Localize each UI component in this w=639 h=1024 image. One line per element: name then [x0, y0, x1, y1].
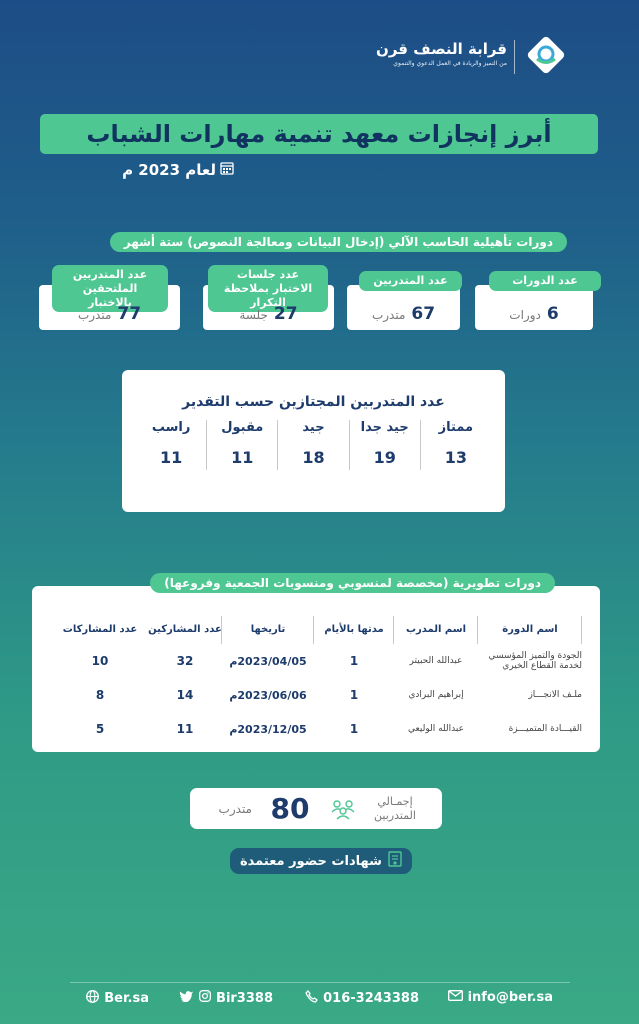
stat-label: عدد الدورات [489, 271, 601, 291]
grade-count: 19 [373, 448, 396, 467]
stat-label: عدد المتدربين [359, 271, 462, 291]
total-label: إجمـالي المتدربين [374, 795, 416, 822]
footer-social[interactable] [179, 990, 273, 1006]
course-days: 1 [349, 654, 359, 668]
course-days: 1 [349, 688, 359, 702]
globe-icon [86, 990, 99, 1007]
trainer-name: عبدالله الوليعي [408, 724, 464, 734]
dev-courses-title: دورات تطويرية (مخصصة لمنسوبي ومنسوبات الجمعية وفروعها) [150, 573, 555, 593]
twitter-icon [179, 990, 194, 1006]
stat-label: عدد المتدربين الملتحقين بالاختبار [52, 265, 168, 312]
stat-value-row [475, 304, 593, 324]
grade-column [207, 420, 278, 470]
email-text: info@ber.sa [467, 990, 553, 1005]
stat-unit: متدرب [77, 308, 112, 322]
footer-website[interactable] [86, 990, 149, 1007]
ber-logo-icon [523, 32, 569, 78]
grade-column [136, 420, 207, 470]
stat-label: عدد جلسات الاختبار بملاحظة التكرار [208, 265, 328, 312]
org-branding [376, 40, 507, 67]
stat-unit: دورات [509, 308, 541, 322]
certificates-badge [230, 848, 412, 874]
year-label: لعام 2023 م [122, 161, 216, 179]
stat-unit: جلسة [239, 308, 268, 322]
stat-card-test-trainees [39, 268, 180, 330]
attendees-count: 10 [91, 654, 109, 668]
attendees-count: 8 [95, 688, 105, 702]
course-days: 1 [349, 722, 359, 736]
col-header: عدد المشاركات [62, 624, 138, 636]
grade-name: جيد جدا [360, 420, 409, 435]
table-row [52, 712, 582, 746]
total-trainees-card [190, 788, 442, 829]
total-value: 80 [270, 792, 310, 825]
course-date: 2023/04/05م [229, 654, 307, 668]
grades-columns [136, 420, 491, 470]
grade-count: 13 [444, 448, 468, 467]
stat-value-row [347, 304, 460, 324]
course-date: 2023/12/05م [229, 722, 307, 736]
col-header: اسم المدرب [405, 624, 467, 636]
grade-name: جيد [302, 420, 325, 435]
stat-card-courses [475, 274, 593, 330]
table-row [52, 678, 582, 712]
course-date: 2023/06/06م [229, 688, 307, 702]
website-text: Ber.sa [104, 991, 149, 1006]
stat-value-row [203, 304, 334, 324]
grades-panel [122, 370, 505, 512]
grade-column [278, 420, 349, 470]
col-header: مدتها بالأيام [324, 624, 384, 636]
dev-courses-panel [32, 586, 600, 752]
course-name: الجودة والتميز المؤسسي لخدمة القطاع الخيري [488, 651, 582, 671]
stat-card-trainees [347, 274, 460, 330]
col-header: تاريخها [250, 624, 286, 636]
participants-count: 32 [176, 654, 194, 668]
col-header: اسم الدورة [502, 624, 558, 636]
courses-table [52, 616, 582, 746]
col-header: عدد المشاركين [148, 624, 222, 636]
participants-count: 11 [176, 722, 194, 736]
trainer-name: عبدالله الحبيتر [409, 656, 463, 666]
org-tagline: من التميز والريادة في العمل الدعوي والتنموي [393, 60, 507, 67]
certificate-icon [388, 851, 402, 871]
grade-column [350, 420, 421, 470]
grade-name: مقبول [221, 420, 264, 435]
footer-phone[interactable] [305, 990, 419, 1007]
grades-title: عدد المتدربين المجتازين حسب التقدير [182, 394, 445, 410]
certificates-label: شهادات حضور معتمدة [240, 853, 382, 869]
stat-card-sessions [203, 268, 334, 330]
footer-email[interactable] [448, 990, 553, 1005]
total-unit: متدرب [218, 801, 252, 816]
org-name: قرابة النصف قرن [376, 40, 507, 58]
instagram-icon [199, 990, 211, 1006]
calendar-icon [220, 161, 234, 179]
social-handle: Bir3388 [216, 990, 273, 1006]
stat-number: 77 [117, 304, 142, 324]
footer-divider [70, 982, 570, 983]
grade-name: ممتاز [438, 420, 474, 435]
trainer-name: إبراهيم البرادي [408, 690, 464, 700]
course-name: القيـــادة المتميـــزة [508, 724, 582, 734]
participants-count: 14 [176, 688, 194, 702]
table-header [52, 616, 582, 644]
grade-column [421, 420, 491, 470]
year-label-row [122, 161, 234, 179]
grade-count: 18 [302, 448, 325, 467]
logo-divider [514, 40, 515, 74]
phone-icon [305, 990, 318, 1007]
grade-count: 11 [231, 448, 254, 467]
stat-number: 27 [273, 304, 298, 324]
grade-count: 11 [159, 448, 183, 467]
phone-text: 016-3243388 [323, 991, 419, 1006]
stat-value-row [39, 304, 180, 324]
stat-number: 67 [411, 304, 436, 324]
grade-name: راسب [151, 420, 191, 435]
mail-icon [448, 990, 463, 1005]
computer-course-title: دورات تأهيلية الحاسب الآلي (إدخال البيانات ومعالجة النصوص) ستة أشهر [110, 232, 567, 252]
table-row [52, 644, 582, 678]
group-icon [328, 798, 358, 820]
course-name: ملـف الانجـــاز [528, 690, 582, 700]
attendees-count: 5 [95, 722, 105, 736]
stat-number: 6 [546, 304, 559, 324]
page-title: أبرز إنجازات معهد تنمية مهارات الشباب [40, 114, 598, 154]
stat-unit: متدرب [371, 308, 406, 322]
